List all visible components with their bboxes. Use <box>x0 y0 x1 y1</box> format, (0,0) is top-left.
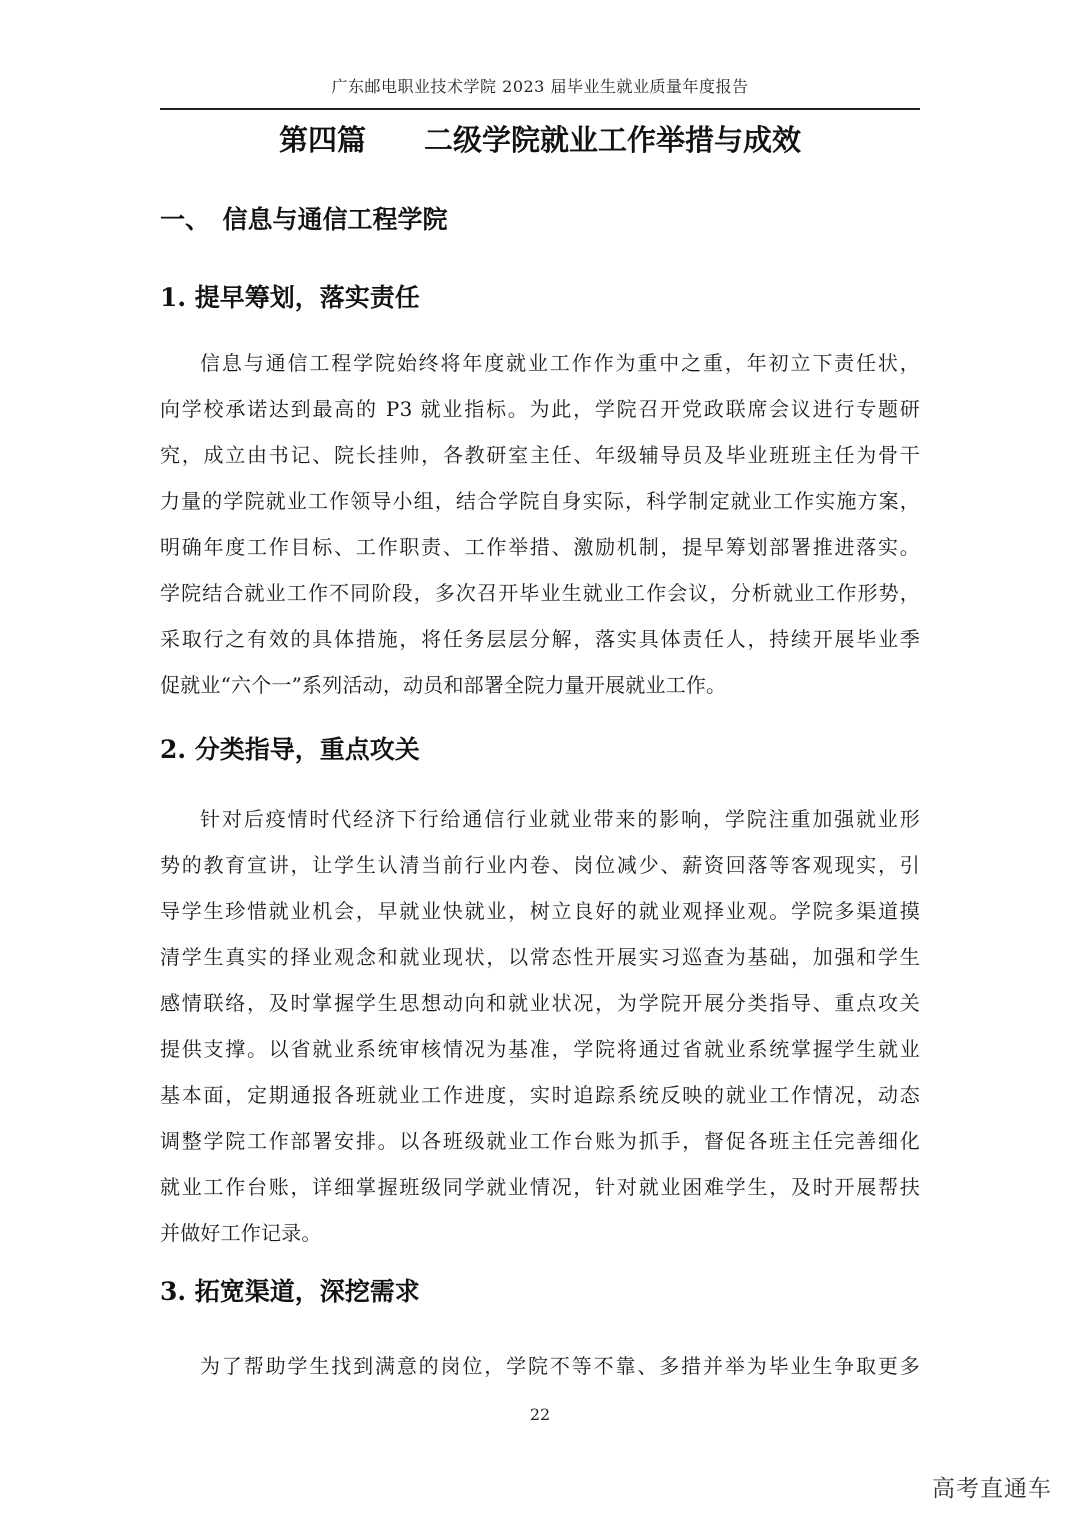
paragraph-line: 势的教育宣讲，让学生认清当前行业内卷、岗位减少、薪资回落等客观现实，引 <box>160 853 920 877</box>
paragraph-line: 导学生珍惜就业机会，早就业快就业，树立良好的就业观择业观。学院多渠道摸 <box>160 899 920 923</box>
paragraph-line: 提供支撑。以省就业系统审核情况为基准，学院将通过省就业系统掌握学生就业 <box>160 1037 920 1061</box>
paragraph-line: 向学校承诺达到最高的 P3 就业指标。为此，学院召开党政联席会议进行专题研 <box>160 397 920 421</box>
paragraph-line: 明确年度工作目标、工作职责、工作举措、激励机制，提早筹划部署推进落实。 <box>160 535 920 559</box>
running-header: 广东邮电职业技术学院 2023 届毕业生就业质量年度报告 <box>331 77 749 96</box>
subsection-2-paragraph <box>160 796 920 1256</box>
paragraph-line: 采取行之有效的具体措施，将任务层层分解，落实具体责任人，持续开展毕业季 <box>160 627 920 651</box>
source-watermark: 高考直通车 <box>932 1476 1052 1502</box>
subsection-2-title: 2. 分类指导，重点攻关 <box>160 735 420 764</box>
paragraph-line: 信息与通信工程学院始终将年度就业工作作为重中之重，年初立下责任状， <box>200 351 920 375</box>
subsection-3-title: 3. 拓宽渠道，深挖需求 <box>160 1277 420 1306</box>
subsection-3-paragraph <box>160 1343 920 1389</box>
paragraph-line: 感情联络，及时掌握学生思想动向和就业状况，为学院开展分类指导、重点攻关 <box>160 991 920 1015</box>
paragraph-line: 就业工作台账，详细掌握班级同学就业情况，针对就业困难学生，及时开展帮扶 <box>160 1175 920 1199</box>
paragraph-line: 清学生真实的择业观念和就业现状，以常态性开展实习巡查为基础，加强和学生 <box>160 945 920 969</box>
header-divider <box>160 108 920 110</box>
paragraph-line: 促就业“六个一”系列活动，动员和部署全院力量开展就业工作。 <box>160 673 727 697</box>
section-title: 一、 信息与通信工程学院 <box>160 205 448 234</box>
paragraph-line: 调整学院工作部署安排。以各班级就业工作台账为抓手，督促各班主任完善细化 <box>160 1129 920 1153</box>
paragraph-line: 为了帮助学生找到满意的岗位，学院不等不靠、多措并举为毕业生争取更多 <box>200 1354 920 1378</box>
paragraph-line: 基本面，定期通报各班就业工作进度，实时追踪系统反映的就业工作情况，动态 <box>160 1083 920 1107</box>
subsection-1-paragraph <box>160 340 920 708</box>
paragraph-line: 力量的学院就业工作领导小组，结合学院自身实际，科学制定就业工作实施方案， <box>160 489 920 513</box>
paragraph-line: 并做好工作记录。 <box>160 1221 322 1245</box>
paragraph-line: 究，成立由书记、院长挂帅，各教研室主任、年级辅导员及毕业班班主任为骨干 <box>160 443 920 467</box>
chapter-title: 第四篇 二级学院就业工作举措与成效 <box>278 123 801 157</box>
paragraph-line: 针对后疫情时代经济下行给通信行业就业带来的影响，学院注重加强就业形 <box>200 807 920 831</box>
paragraph-line: 学院结合就业工作不同阶段，多次召开毕业生就业工作会议，分析就业工作形势， <box>160 581 920 605</box>
subsection-1-title: 1. 提早筹划，落实责任 <box>160 283 420 312</box>
page-number: 22 <box>529 1405 551 1424</box>
